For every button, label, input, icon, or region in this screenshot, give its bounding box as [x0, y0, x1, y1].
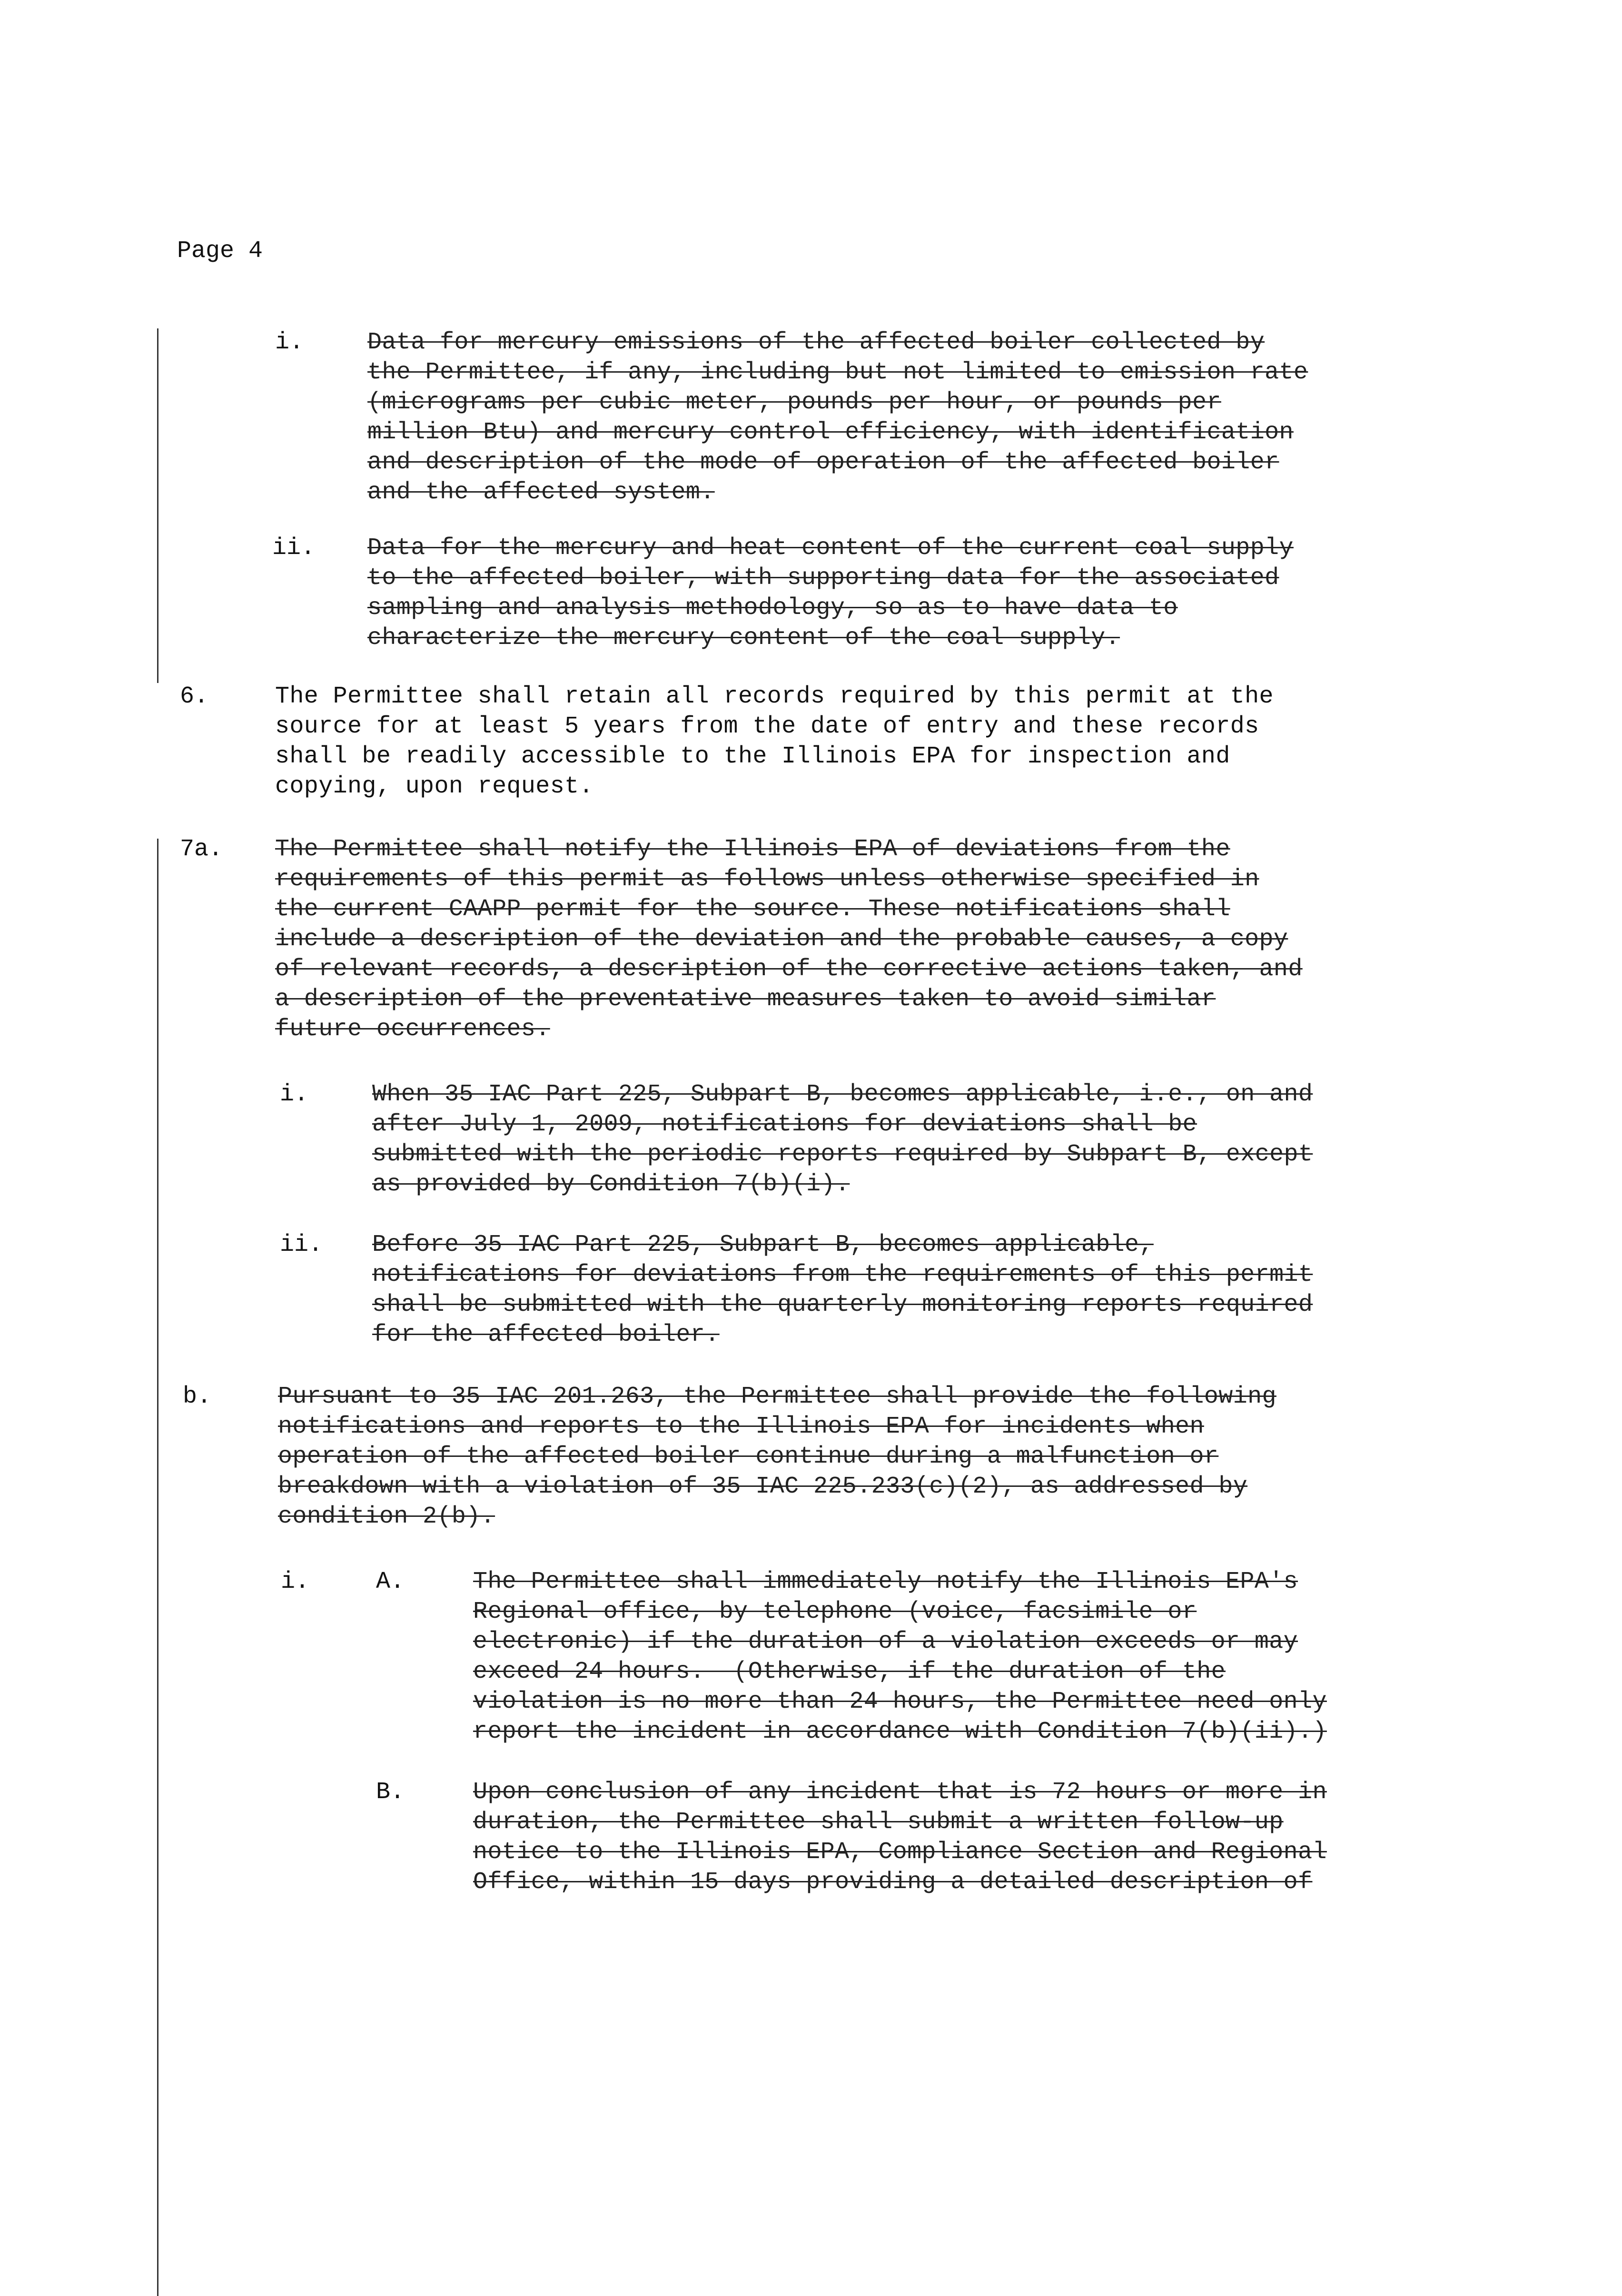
- struck-text-line: million Btu) and mercury control efficiency, with identification: [367, 419, 1294, 446]
- struck-text-line: Data for mercury emissions of the affected boiler collected by: [367, 329, 1265, 356]
- struck-text-line: violation is no more than 24 hours, the Permittee need only: [473, 1688, 1327, 1715]
- struck-text-line: report the incident in accordance with Condition 7(b)(ii).): [473, 1718, 1327, 1745]
- struck-text-line: a description of the preventative measures taken to avoid similar: [275, 986, 1216, 1013]
- text-line: copying, upon request.: [275, 773, 593, 800]
- text-line: shall be readily accessible to the Illinois EPA for inspection and: [275, 743, 1230, 770]
- item-label: i.: [275, 329, 304, 356]
- struck-text-line: sampling and analysis methodology, so as to have data to: [367, 594, 1178, 622]
- struck-text-line: future occurrences.: [275, 1016, 550, 1043]
- struck-text-line: submitted with the periodic reports required by Subpart B, except: [372, 1141, 1313, 1168]
- item-label: ii.: [272, 534, 316, 562]
- struck-text-line: electronic) if the duration of a violation exceeds or may: [473, 1628, 1298, 1655]
- struck-text-line: Office, within 15 days providing a detailed description of: [473, 1869, 1313, 1896]
- struck-text-line: and the affected system.: [367, 479, 715, 506]
- struck-text-line: after July 1, 2009, notifications for deviations shall be: [372, 1111, 1197, 1138]
- item-label: B.: [376, 1779, 405, 1806]
- revision-bar: [157, 328, 158, 683]
- struck-text-line: notice to the Illinois EPA, Compliance Section and Regional: [473, 1839, 1327, 1866]
- struck-text-line: Upon conclusion of any incident that is 72 hours or more in: [473, 1779, 1327, 1806]
- item-label: 6.: [180, 683, 209, 710]
- page-header: Page 4: [177, 238, 263, 265]
- struck-text-line: breakdown with a violation of 35 IAC 225.233(c)(2), as addressed by: [278, 1473, 1248, 1500]
- struck-text-line: (micrograms per cubic meter, pounds per hour, or pounds per: [367, 389, 1221, 416]
- struck-text-line: exceed 24 hours. (Otherwise, if the duration of the: [473, 1658, 1226, 1685]
- struck-text-line: include a description of the deviation and the probable causes, a copy: [275, 926, 1288, 953]
- struck-text-line: Data for the mercury and heat content of the current coal supply: [367, 534, 1294, 562]
- revision-bar: [157, 839, 158, 2296]
- item-label: A.: [376, 1568, 405, 1595]
- struck-text-line: notifications for deviations from the requirements of this permit: [372, 1261, 1313, 1288]
- struck-text-line: When 35 IAC Part 225, Subpart B, becomes applicable, i.e., on and: [372, 1081, 1313, 1108]
- struck-text-line: requirements of this permit as follows unless otherwise specified in: [275, 866, 1259, 893]
- struck-text-line: Regional office, by telephone (voice, facsimile or: [473, 1598, 1197, 1625]
- struck-text-line: as provided by Condition 7(b)(i).: [372, 1171, 850, 1198]
- struck-text-line: operation of the affected boiler continue during a malfunction or: [278, 1443, 1219, 1470]
- struck-text-line: the current CAAPP permit for the source. These notifications shall: [275, 896, 1230, 923]
- struck-text-line: to the affected boiler, with supporting data for the associated: [367, 564, 1279, 592]
- text-line: source for at least 5 years from the date of entry and these records: [275, 713, 1259, 740]
- item-label: i.: [281, 1568, 310, 1595]
- item-label: b.: [183, 1383, 212, 1410]
- struck-text-line: duration, the Permittee shall submit a written follow-up: [473, 1809, 1284, 1836]
- item-label: ii.: [280, 1231, 323, 1258]
- item-label: i.: [280, 1081, 309, 1108]
- struck-text-line: for the affected boiler.: [372, 1321, 720, 1348]
- struck-text-line: The Permittee shall notify the Illinois EPA of deviations from the: [275, 836, 1230, 863]
- struck-text-line: condition 2(b).: [278, 1503, 495, 1530]
- text-line: The Permittee shall retain all records required by this permit at the: [275, 683, 1274, 710]
- item-label: 7a.: [180, 836, 223, 863]
- struck-text-line: of relevant records, a description of the corrective actions taken, and: [275, 956, 1303, 983]
- struck-text-line: Pursuant to 35 IAC 201.263, the Permittee shall provide the following: [278, 1383, 1276, 1410]
- struck-text-line: Before 35 IAC Part 225, Subpart B, becomes applicable,: [372, 1231, 1154, 1258]
- struck-text-line: the Permittee, if any, including but not limited to emission rate: [367, 359, 1308, 386]
- struck-text-line: and description of the mode of operation of the affected boiler: [367, 449, 1279, 476]
- struck-text-line: The Permittee shall immediately notify the Illinois EPA's: [473, 1568, 1298, 1595]
- struck-text-line: shall be submitted with the quarterly monitoring reports required: [372, 1291, 1313, 1318]
- struck-text-line: notifications and reports to the Illinois EPA for incidents when: [278, 1413, 1204, 1440]
- struck-text-line: characterize the mercury content of the coal supply.: [367, 624, 1120, 652]
